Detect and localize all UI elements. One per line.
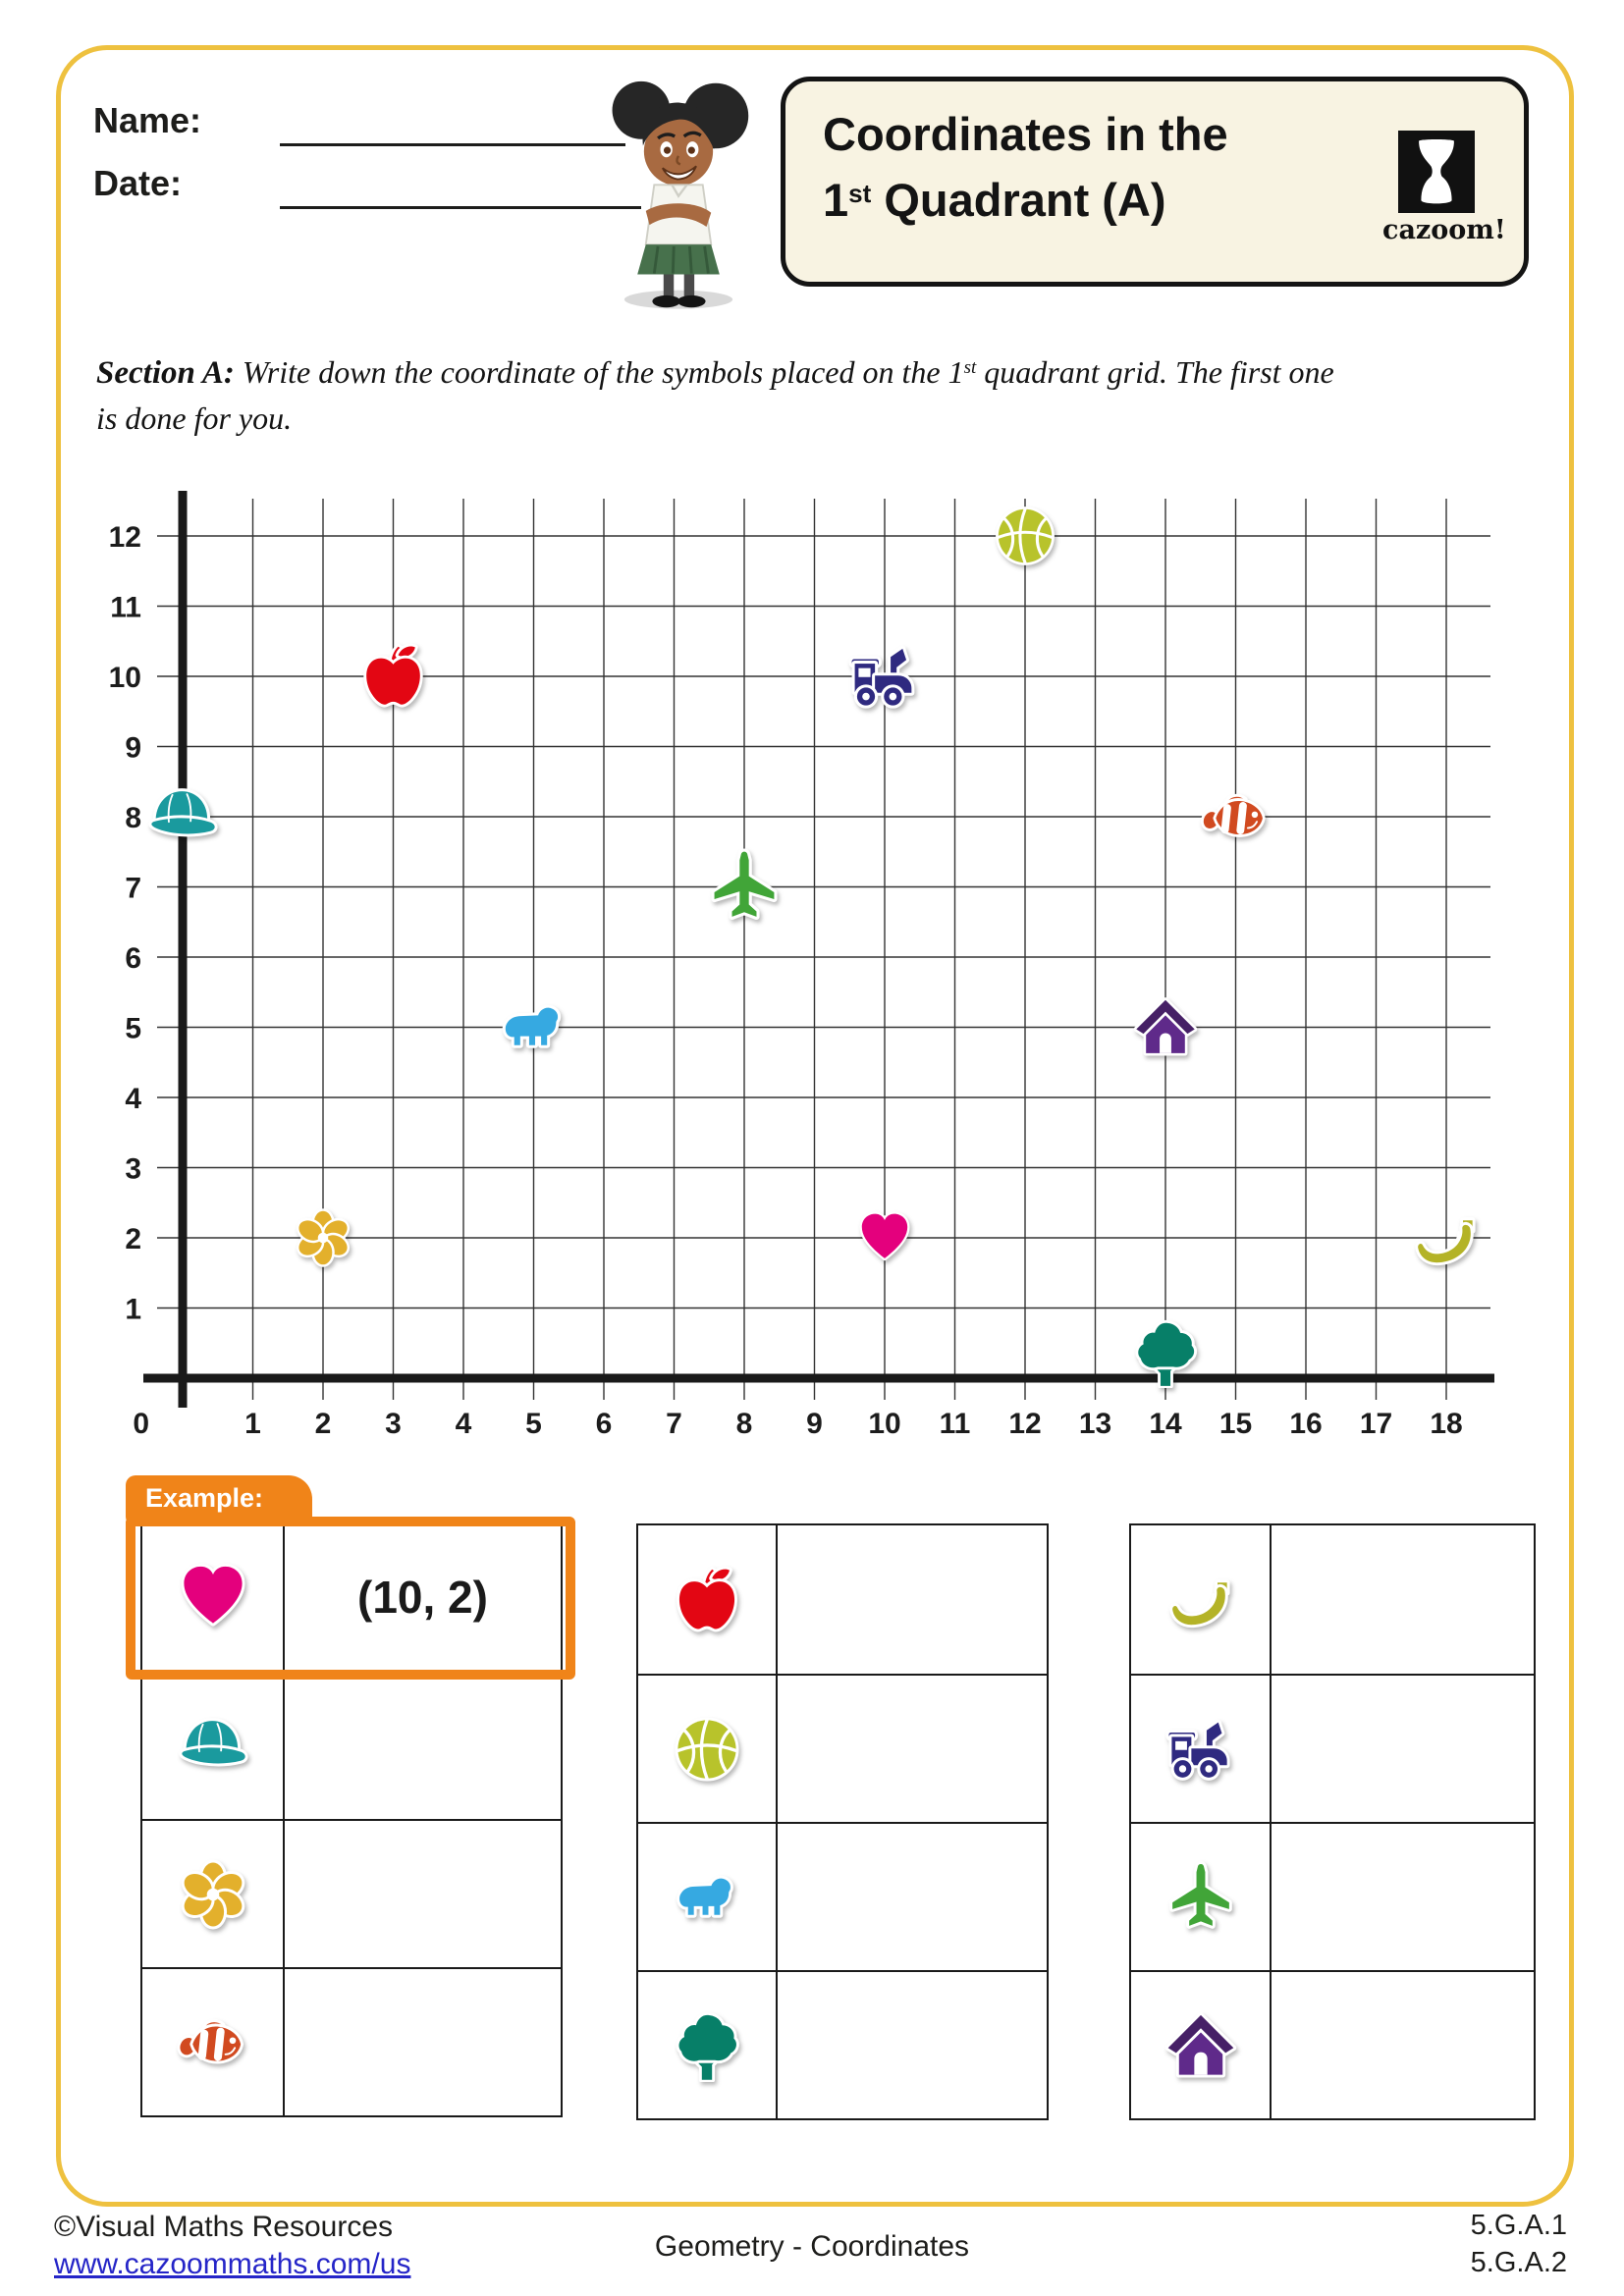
tick-label: 0: [133, 1408, 149, 1440]
cazoom-logo-text: cazoom!: [1382, 215, 1506, 245]
heart-icon: [177, 1561, 249, 1633]
tick-label: 1: [244, 1408, 261, 1440]
tick-label: 6: [595, 1408, 613, 1440]
tick-label: 6: [125, 942, 141, 975]
train-symbol-cell: [1131, 1676, 1272, 1822]
tick-label: 3: [125, 1152, 141, 1186]
tick-label: 18: [1430, 1408, 1463, 1440]
answer-cell-train[interactable]: [1272, 1676, 1534, 1822]
tick-label: 3: [385, 1408, 402, 1440]
date-label: Date:: [93, 163, 183, 203]
table-row-flower: [142, 1819, 561, 1967]
grid-axes: [143, 491, 1494, 1408]
answer-cell-airplane[interactable]: [1272, 1824, 1534, 1970]
table-row-banana: [1131, 1525, 1534, 1674]
train-icon: [852, 649, 912, 706]
tree-symbol-cell: [638, 1972, 778, 2118]
table-row-bear: [638, 1822, 1047, 1970]
apple-icon: [366, 646, 420, 704]
tick-label: 2: [125, 1223, 141, 1255]
standard-2: 5.G.A.2: [1470, 2247, 1567, 2278]
tick-label: 9: [125, 731, 141, 765]
tick-label: 9: [806, 1408, 823, 1440]
coordinate-grid: [59, 471, 1551, 1453]
house-icon: [1136, 1000, 1194, 1053]
answer-cell-house[interactable]: [1272, 1972, 1534, 2118]
cap-symbol-cell: [142, 1673, 285, 1819]
table-row-basketball: [638, 1674, 1047, 1822]
tick-label: 4: [455, 1408, 472, 1440]
tick-label: 10: [108, 662, 141, 694]
footer-copyright: ©Visual Maths Resources: [54, 2211, 394, 2243]
answer-table-3: [1129, 1523, 1536, 2120]
bear-icon: [506, 1008, 558, 1045]
heart-icon: [862, 1214, 907, 1258]
tick-label: 12: [1008, 1408, 1042, 1440]
answer-cell-tree[interactable]: [778, 1972, 1047, 2118]
airplane-symbol-cell: [1131, 1824, 1272, 1970]
answer-cell-apple[interactable]: [778, 1525, 1047, 1674]
tick-label: 14: [1149, 1408, 1182, 1440]
cazoom-drum-icon: [1398, 131, 1475, 213]
tick-label: 7: [125, 872, 141, 905]
table-row-train: [1131, 1674, 1534, 1822]
standard-1: 5.G.A.1: [1470, 2210, 1567, 2241]
example-answer-cell[interactable]: (10, 2): [357, 1571, 488, 1623]
bear-symbol-cell: [638, 1824, 778, 1970]
train-icon: [1164, 1713, 1237, 1786]
worksheet-title: Coordinates in the 1st Quadrant (A): [823, 108, 1228, 226]
cazoom-logo: [1382, 131, 1506, 245]
tick-label: 11: [110, 591, 141, 624]
student-girl-illustration: [585, 67, 772, 314]
answer-cell-basketball[interactable]: [778, 1676, 1047, 1822]
section-instructions: Section A: Write down the coordinate of the symbols placed on the 1st quadrant grid. The first one is done for you.: [96, 354, 1334, 436]
tick-label: 5: [125, 1012, 141, 1045]
tick-label: 8: [735, 1408, 753, 1440]
table-row-house: [1131, 1970, 1534, 2118]
fish-icon: [177, 2006, 249, 2079]
table-row-airplane: [1131, 1822, 1534, 1970]
answer-cell-bear[interactable]: [778, 1824, 1047, 1970]
bear-icon: [671, 1861, 743, 1934]
answer-cell-fish[interactable]: [285, 1969, 561, 2115]
table-row-heart: [142, 1522, 561, 1671]
apple-symbol-cell: [638, 1525, 778, 1674]
tick-label: 17: [1359, 1408, 1393, 1440]
answer-table-2: [636, 1523, 1049, 2120]
heart-symbol-cell: [142, 1522, 285, 1671]
tick-label: 5: [525, 1408, 542, 1440]
tick-label: 10: [868, 1408, 901, 1440]
tick-label: 15: [1218, 1408, 1253, 1440]
tick-label: 11: [939, 1408, 971, 1440]
tick-label: 1: [125, 1293, 141, 1326]
footer-standards: [1471, 2207, 1567, 2281]
flower-symbol-cell: [142, 1821, 285, 1967]
grid-lines: [157, 499, 1490, 1400]
footer-topic: Geometry - Coordinates: [654, 2230, 970, 2263]
section-heading: Section A:: [96, 355, 235, 391]
basketball-icon: [671, 1713, 743, 1786]
banana-icon: [1418, 1220, 1473, 1262]
tree-icon: [671, 2009, 743, 2082]
apple-icon: [671, 1564, 743, 1636]
title-box: [781, 77, 1529, 287]
table-row-tree: [638, 1970, 1047, 2118]
tick-label: 12: [108, 521, 141, 554]
tick-label: 7: [666, 1408, 682, 1440]
tick-label: 13: [1078, 1408, 1112, 1440]
table-row-cap: [142, 1671, 561, 1819]
table-row-fish: [142, 1967, 561, 2115]
example-label: Example:: [145, 1483, 264, 1513]
tick-label: 16: [1289, 1408, 1323, 1440]
house-icon: [1164, 2009, 1237, 2082]
table-row-apple: [638, 1525, 1047, 1674]
basketball-symbol-cell: [638, 1676, 778, 1822]
flower-icon: [296, 1211, 352, 1265]
answer-cell-flower[interactable]: [285, 1821, 561, 1967]
fish-icon: [1201, 797, 1263, 835]
answer-table-1: [140, 1521, 563, 2117]
tick-label: 2: [314, 1408, 332, 1440]
answer-cell-banana[interactable]: [1272, 1525, 1534, 1674]
tick-label: 4: [125, 1083, 141, 1115]
cap-icon: [151, 791, 214, 833]
footer-link[interactable]: www.cazoommaths.com/us: [54, 2248, 411, 2280]
tick-label: 8: [125, 802, 141, 834]
fish-symbol-cell: [142, 1969, 285, 2115]
name-label: Name:: [93, 100, 202, 140]
banana-icon: [1164, 1564, 1237, 1636]
plotted-symbols: [151, 509, 1472, 1386]
answer-cell-cap[interactable]: [285, 1673, 561, 1819]
basketball-icon: [999, 509, 1052, 562]
axis-tick-labels: [109, 521, 1463, 1440]
house-symbol-cell: [1131, 1972, 1272, 2118]
airplane-icon: [715, 852, 775, 917]
cap-icon: [177, 1710, 249, 1783]
airplane-icon: [1164, 1861, 1237, 1934]
name-input-line[interactable]: [280, 143, 625, 146]
flower-icon: [177, 1858, 249, 1931]
banana-symbol-cell: [1131, 1525, 1272, 1674]
